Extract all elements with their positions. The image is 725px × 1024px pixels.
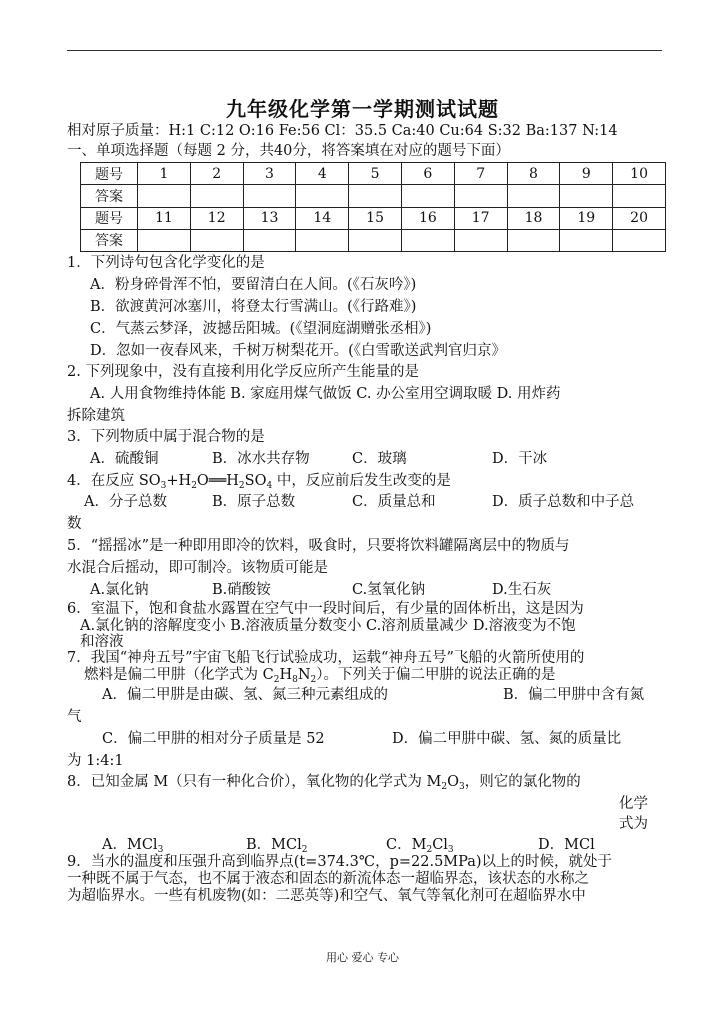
subscript: 2 [238,481,245,491]
option-d: D．MCl [538,837,595,853]
answer-cell[interactable] [243,229,296,251]
table-row [81,207,666,229]
answer-table [80,162,666,252]
answer-cell[interactable] [138,229,191,251]
table-row [81,229,666,251]
option-d: D.生石灰 [492,582,552,598]
option-b: B．偏二甲肼中含有氮 [503,687,645,703]
question-stem: 5．“摇摇冰”是一种即用即冷的饮料，吸食时，只要将饮料罐隔离层中的物质与 [67,538,570,554]
table-row [81,185,666,207]
question-continuation: 和溶液 [80,634,124,650]
answer-cell[interactable] [613,229,666,251]
question-stem: 2. 下列现象中，没有直接利用化学反应所产生能量的是 [67,364,419,380]
subscript: 3 [447,845,454,855]
option-c: C．玻璃 [352,451,407,467]
answer-cell[interactable] [296,229,349,251]
formula-text: 中，反应前后发生改变的是 [272,473,451,489]
option-d: D．质子总数和中子总 [492,494,635,510]
cell-label: 答案 [81,229,138,251]
answer-cell[interactable] [560,185,613,207]
cell-number: 19 [560,207,613,229]
answer-cell[interactable] [349,229,402,251]
cell-number: 16 [401,207,454,229]
cell-number: 9 [560,163,613,185]
option-text: C．M [386,837,427,853]
header-rule [67,50,662,51]
subscript: 2 [273,675,280,685]
stem-side-text: 式为 [619,816,648,832]
option-text: Cl [432,837,448,853]
cell-number: 11 [138,207,191,229]
subscript: 8 [292,675,298,685]
cell-number: 3 [243,163,296,185]
answer-cell[interactable] [243,185,296,207]
cell-number: 6 [401,163,454,185]
cell-label: 题号 [81,163,138,185]
option-b: B．欲渡黄河冰塞川，将登太行雪满山。(《行路难》) [90,299,417,315]
section-heading: 一、单项选择题（每题 2 分，共40分，将答案填在对应的题号下面） [67,143,510,159]
question-stem-cont: 一种既不属于气态，也不属于液态和固态的新流体态一超临界态，该状态的水称之 [67,871,589,887]
option-d: D．干冰 [492,451,548,467]
subscript: 2 [426,845,433,855]
subscript: 2 [441,782,448,792]
option-a: A.氯化钠 [90,582,149,598]
cell-number: 7 [454,163,507,185]
subscript: 3 [157,845,164,855]
option-d: D．偏二甲肼中碳、氢、氮的质量比 [392,731,622,747]
cell-label: 题号 [81,207,138,229]
subscript: 2 [191,481,197,491]
cell-label: 答案 [81,185,138,207]
formula-text: 8．已知金属 M（只有一种化合价），氧化物的化学式为 M [67,774,442,790]
formula-text: ）。下列关于偏二甲肼的说法正确的是 [316,667,556,683]
question-stem: 6．室温下，饱和食盐水露置在空气中一段时间后，有少量的固体析出，这是因为 [67,601,584,617]
option-a: A．偏二甲肼是由碳、氢、氮三种元素组成的 [102,687,388,703]
answer-cell[interactable] [454,229,507,251]
option-text: B．MCl [246,837,302,853]
question-stem: 7．我国“神舟五号”宇宙飞船飞行试验成功，运载“神舟五号”飞船的火箭所使用的 [67,650,585,666]
cell-number: 2 [190,163,243,185]
subscript: 3 [459,782,465,792]
formula-text: O══H [196,473,239,489]
option-b: B.硝酸铵 [212,582,271,598]
option-c: C．质量总和 [352,494,436,510]
option-d-cont: 为 1:4:1 [67,753,124,769]
stem-side-text: 化学 [619,796,648,812]
answer-cell[interactable] [613,185,666,207]
formula-text: +H [166,473,192,489]
formula-text: ，则它的氯化物的 [464,774,581,790]
answer-cell[interactable] [190,185,243,207]
option-a: A．硫酸铜 [90,451,159,467]
formula-text: O [447,774,460,790]
formula-text: H [279,667,293,683]
question-stem: 3．下列物质中属于混合物的是 [67,429,265,445]
cell-number: 5 [349,163,402,185]
option-c: C.氢氧化钠 [352,582,426,598]
cell-number: 1 [138,163,191,185]
question-continuation: 数 [67,516,82,532]
answer-cell[interactable] [296,185,349,207]
subscript: 4 [266,481,273,491]
question-stem [67,772,581,792]
answer-cell[interactable] [190,229,243,251]
answer-cell[interactable] [507,185,560,207]
answer-cell[interactable] [138,185,191,207]
cell-number: 14 [296,207,349,229]
question-stem-cont: 为超临界水。一些有机废物(如：二恶英等)和空气、氧气等氧化剂可在超临界水中 [67,888,586,904]
cell-number: 20 [613,207,666,229]
option-c: C．偏二甲肼的相对分子质量是 52 [102,731,325,747]
table-row [81,163,666,185]
formula-text: 4．在反应 SO [67,473,161,489]
question-stem-cont: 水混合后摇动，即可制冷。该物质可能是 [67,560,328,576]
cell-number: 17 [454,207,507,229]
cell-number: 10 [613,163,666,185]
answer-cell[interactable] [454,185,507,207]
question-options: A. 人用食物维持体能 B. 家庭用煤气做饭 C. 办公室用空调取暖 D. 用炸药 [90,386,561,402]
question-options: A.氯化钠的溶解度变小 B.溶液质量分数变小 C.溶剂质量减少 D.溶液变为不饱 [80,618,576,634]
option-text: A．MCl [102,837,158,853]
answer-cell[interactable] [349,185,402,207]
option-b: B．原子总数 [212,494,296,510]
question-stem-cont [84,665,556,685]
cell-number: 15 [349,207,402,229]
cell-number: 8 [507,163,560,185]
option-a: A．粉身碎骨浑不怕，要留清白在人间。(《石灰吟》) [90,277,417,293]
cell-number: 18 [507,207,560,229]
option-b-cont: 气 [67,709,82,725]
page-footer: 用心 爱心 专心 [326,951,399,964]
answer-cell[interactable] [507,229,560,251]
question-stem [67,471,451,491]
answer-cell[interactable] [401,185,454,207]
cell-number: 4 [296,163,349,185]
atomic-mass-line: 相对原子质量：H:1 C:12 O:16 Fe:56 Cl：35.5 Ca:40 Cu:64 S:32 Ba:137 N:14 [67,123,618,139]
option-b: B．冰水共存物 [212,451,310,467]
question-stem: 9．当水的温度和压强升高到临界点(t=374.3℃，p=22.5MPa)以上的时候，就处于 [67,854,613,870]
formula-text: SO [244,473,267,489]
subscript: 2 [310,675,317,685]
option-a: A．分子总数 [84,494,167,510]
answer-cell[interactable] [560,229,613,251]
cell-number: 13 [243,207,296,229]
answer-cell[interactable] [401,229,454,251]
page-title: 九年级化学第一学期测试试题 [226,97,499,121]
question-stem: 1．下列诗句包含化学变化的是 [67,255,265,271]
option-c: C．气蒸云梦泽，波撼岳阳城。(《望洞庭湖赠张丞相》) [90,321,432,337]
cell-number: 12 [190,207,243,229]
formula-text: 燃料是偏二甲肼（化学式为 C [84,667,274,683]
formula-text: N [297,667,311,683]
option-d: D．忽如一夜春风来，千树万树梨花开。(《白雪歌送武判官归京》 [90,343,507,359]
subscript: 2 [301,845,308,855]
question-continuation: 拆除建筑 [67,408,125,424]
subscript: 3 [160,481,167,491]
